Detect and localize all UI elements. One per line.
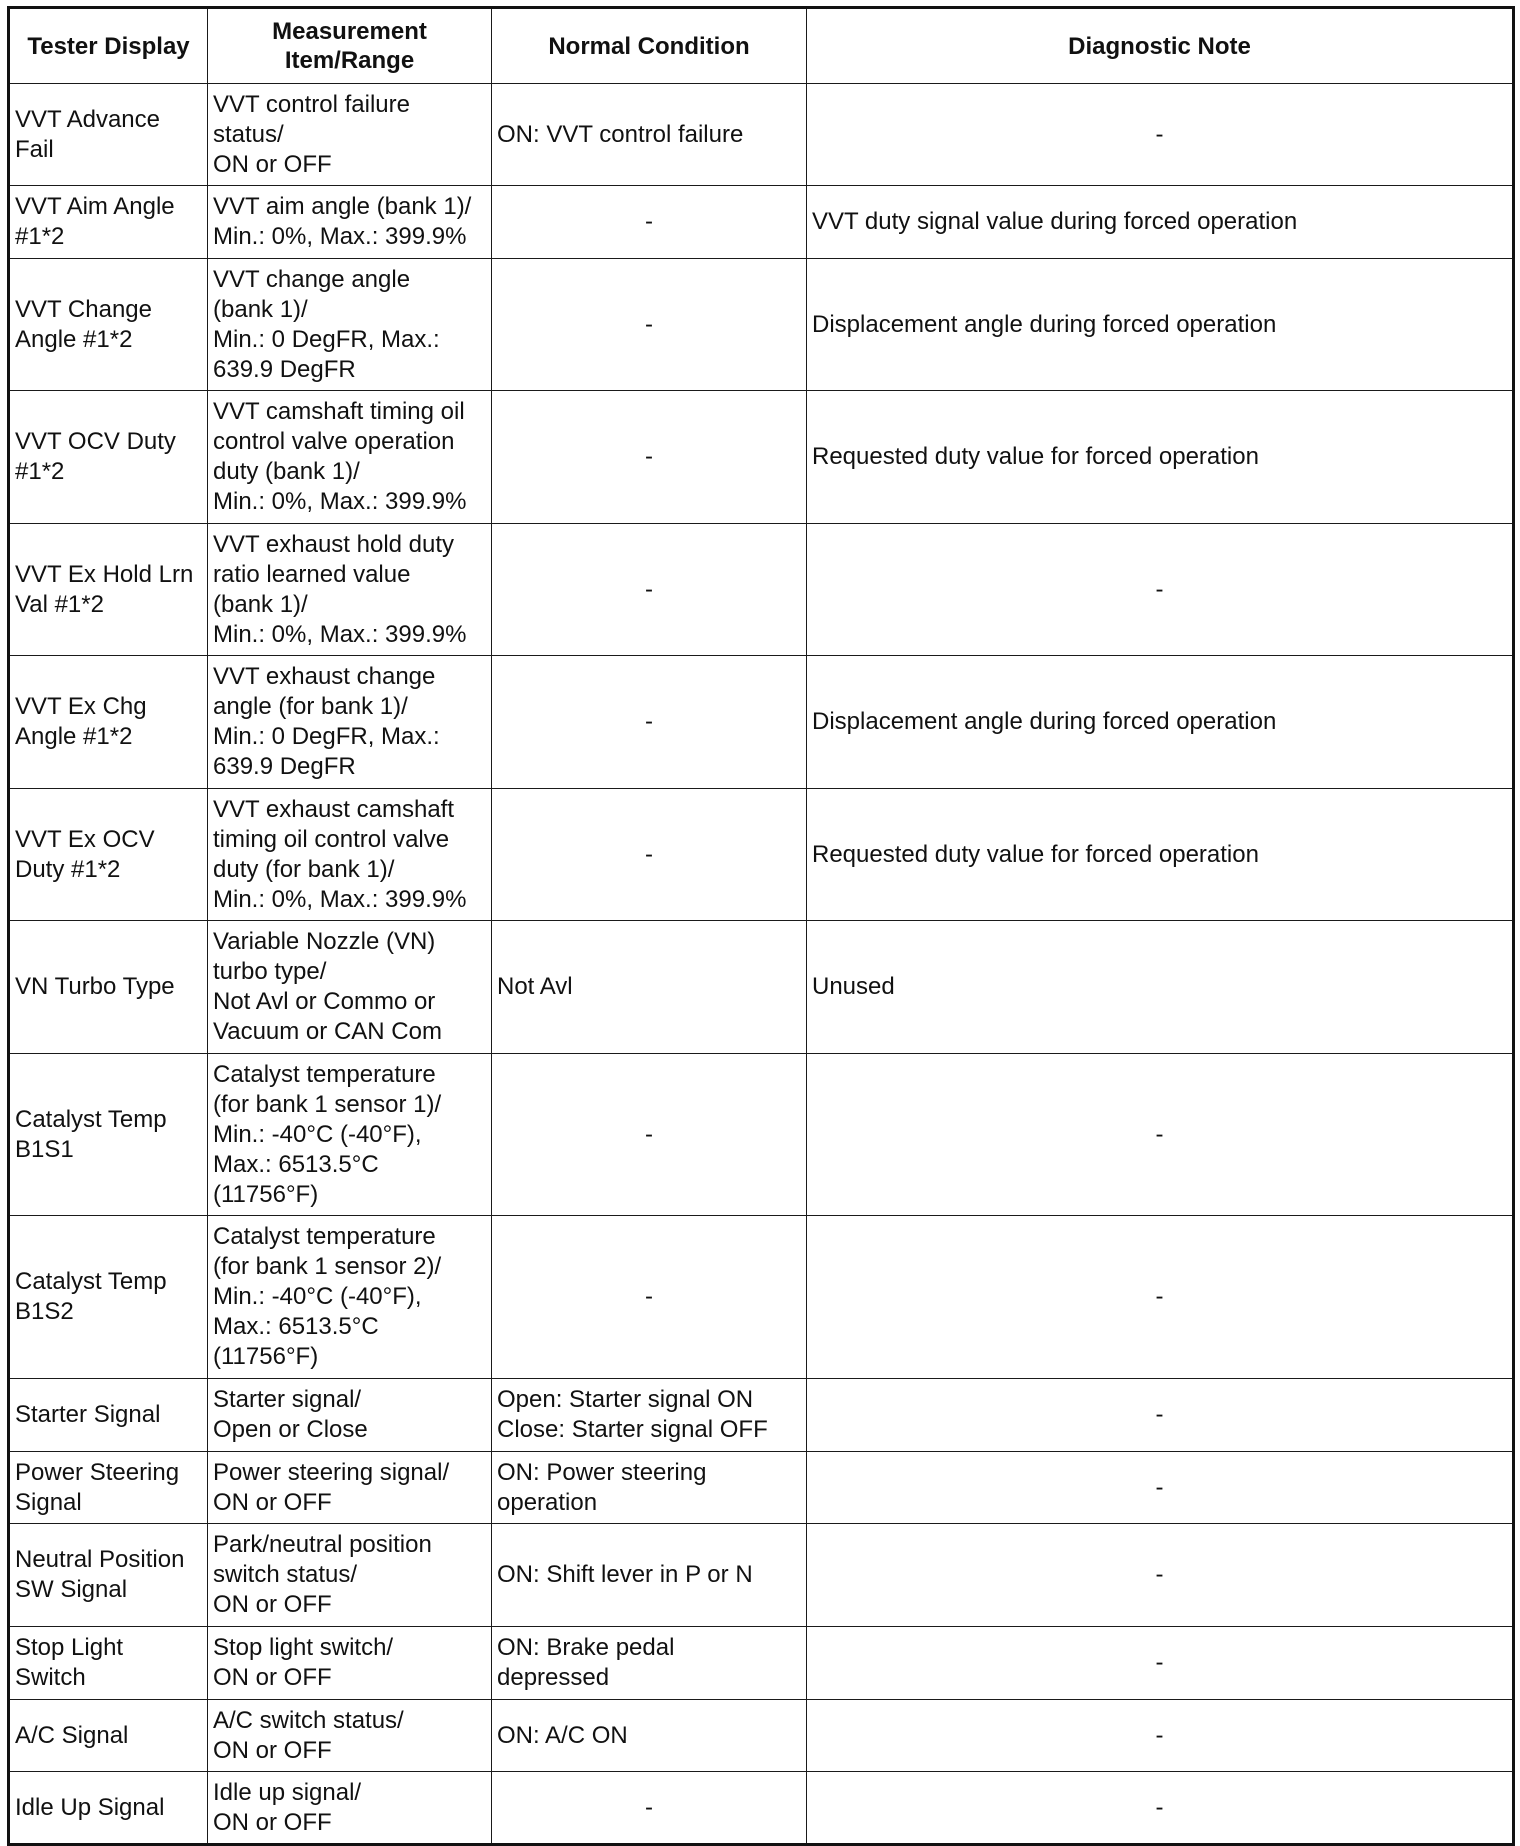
cell-diagnostic-note: Displacement angle during forced operation xyxy=(807,656,1514,789)
cell-diagnostic-note: Unused xyxy=(807,921,1514,1054)
table-row xyxy=(9,391,1514,524)
cell-tester-display: VVT Ex Chg Angle #1*2 xyxy=(9,656,208,789)
cell-tester-display: Catalyst Temp B1S2 xyxy=(9,1216,208,1379)
cell-diagnostic-note: - xyxy=(807,1216,1514,1379)
header-diagnostic-note: Diagnostic Note xyxy=(807,8,1514,84)
table-row xyxy=(9,1524,1514,1627)
table-row xyxy=(9,656,1514,789)
page xyxy=(7,6,1512,1846)
cell-tester-display: VVT Ex OCV Duty #1*2 xyxy=(9,789,208,921)
table-header xyxy=(9,8,1514,84)
diagnostic-data-table xyxy=(7,6,1515,1846)
cell-normal-condition: ON: Shift lever in P or N xyxy=(492,1524,807,1627)
table-row xyxy=(9,1700,1514,1772)
cell-diagnostic-note: - xyxy=(807,1700,1514,1772)
table-row xyxy=(9,1452,1514,1524)
cell-diagnostic-note: - xyxy=(807,1524,1514,1627)
cell-tester-display: Neutral Position SW Signal xyxy=(9,1524,208,1627)
table-row xyxy=(9,789,1514,921)
table-body xyxy=(9,84,1514,1845)
cell-measurement: VVT camshaft timing oil control valve operation duty (bank 1)/ Min.: 0%, Max.: 399.9% xyxy=(208,391,492,524)
cell-normal-condition: ON: Power steering operation xyxy=(492,1452,807,1524)
cell-measurement: A/C switch status/ ON or OFF xyxy=(208,1700,492,1772)
header-row xyxy=(9,8,1514,84)
cell-diagnostic-note: VVT duty signal value during forced operation xyxy=(807,186,1514,259)
cell-measurement: Idle up signal/ ON or OFF xyxy=(208,1772,492,1845)
cell-measurement: Park/neutral position switch status/ ON or OFF xyxy=(208,1524,492,1627)
cell-normal-condition: - xyxy=(492,524,807,656)
table-row xyxy=(9,524,1514,656)
cell-tester-display: A/C Signal xyxy=(9,1700,208,1772)
cell-measurement: Catalyst temperature (for bank 1 sensor 1)/ Min.: -40°C (-40°F), Max.: 6513.5°C (11756°F) xyxy=(208,1054,492,1216)
header-tester-display: Tester Display xyxy=(9,8,208,84)
cell-diagnostic-note: Requested duty value for forced operation xyxy=(807,789,1514,921)
table-row xyxy=(9,1216,1514,1379)
cell-measurement: Variable Nozzle (VN) turbo type/ Not Avl or Commo or Vacuum or CAN Com xyxy=(208,921,492,1054)
cell-tester-display: Stop Light Switch xyxy=(9,1627,208,1700)
table-row xyxy=(9,186,1514,259)
cell-measurement: VVT exhaust change angle (for bank 1)/ Min.: 0 DegFR, Max.: 639.9 DegFR xyxy=(208,656,492,789)
cell-normal-condition: - xyxy=(492,391,807,524)
table-row xyxy=(9,921,1514,1054)
cell-normal-condition: - xyxy=(492,1054,807,1216)
cell-normal-condition: Open: Starter signal ON Close: Starter signal OFF xyxy=(492,1379,807,1452)
cell-measurement: VVT change angle (bank 1)/ Min.: 0 DegFR, Max.: 639.9 DegFR xyxy=(208,259,492,391)
cell-normal-condition: - xyxy=(492,186,807,259)
table-row xyxy=(9,259,1514,391)
cell-tester-display: VVT Ex Hold Lrn Val #1*2 xyxy=(9,524,208,656)
cell-diagnostic-note: - xyxy=(807,1452,1514,1524)
cell-diagnostic-note: - xyxy=(807,1054,1514,1216)
cell-normal-condition: - xyxy=(492,259,807,391)
cell-normal-condition: ON: VVT control failure xyxy=(492,84,807,186)
cell-diagnostic-note: - xyxy=(807,524,1514,656)
cell-tester-display: VN Turbo Type xyxy=(9,921,208,1054)
cell-diagnostic-note: - xyxy=(807,84,1514,186)
cell-tester-display: VVT Change Angle #1*2 xyxy=(9,259,208,391)
header-measurement-item-range: Measurement Item/Range xyxy=(208,8,492,84)
cell-normal-condition: - xyxy=(492,1216,807,1379)
cell-tester-display: VVT OCV Duty #1*2 xyxy=(9,391,208,524)
table-row xyxy=(9,1627,1514,1700)
cell-measurement: Starter signal/ Open or Close xyxy=(208,1379,492,1452)
cell-measurement: Catalyst temperature (for bank 1 sensor 2)/ Min.: -40°C (-40°F), Max.: 6513.5°C (11756°F) xyxy=(208,1216,492,1379)
cell-normal-condition: - xyxy=(492,656,807,789)
cell-measurement: VVT aim angle (bank 1)/ Min.: 0%, Max.: 399.9% xyxy=(208,186,492,259)
cell-tester-display: VVT Aim Angle #1*2 xyxy=(9,186,208,259)
cell-normal-condition: ON: A/C ON xyxy=(492,1700,807,1772)
cell-tester-display: Catalyst Temp B1S1 xyxy=(9,1054,208,1216)
cell-diagnostic-note: Displacement angle during forced operation xyxy=(807,259,1514,391)
cell-diagnostic-note: Requested duty value for forced operation xyxy=(807,391,1514,524)
cell-normal-condition: Not Avl xyxy=(492,921,807,1054)
cell-measurement: VVT exhaust hold duty ratio learned value (bank 1)/ Min.: 0%, Max.: 399.9% xyxy=(208,524,492,656)
cell-normal-condition: - xyxy=(492,1772,807,1845)
cell-measurement: VVT exhaust camshaft timing oil control valve duty (for bank 1)/ Min.: 0%, Max.: 399.9% xyxy=(208,789,492,921)
cell-diagnostic-note: - xyxy=(807,1772,1514,1845)
cell-diagnostic-note: - xyxy=(807,1627,1514,1700)
cell-tester-display: Power Steering Signal xyxy=(9,1452,208,1524)
table-row xyxy=(9,1772,1514,1845)
cell-tester-display: VVT Advance Fail xyxy=(9,84,208,186)
table-row xyxy=(9,84,1514,186)
cell-diagnostic-note: - xyxy=(807,1379,1514,1452)
cell-normal-condition: - xyxy=(492,789,807,921)
cell-measurement: VVT control failure status/ ON or OFF xyxy=(208,84,492,186)
table-row xyxy=(9,1379,1514,1452)
cell-tester-display: Starter Signal xyxy=(9,1379,208,1452)
cell-normal-condition: ON: Brake pedal depressed xyxy=(492,1627,807,1700)
cell-measurement: Stop light switch/ ON or OFF xyxy=(208,1627,492,1700)
header-normal-condition: Normal Condition xyxy=(492,8,807,84)
cell-tester-display: Idle Up Signal xyxy=(9,1772,208,1845)
cell-measurement: Power steering signal/ ON or OFF xyxy=(208,1452,492,1524)
table-row xyxy=(9,1054,1514,1216)
